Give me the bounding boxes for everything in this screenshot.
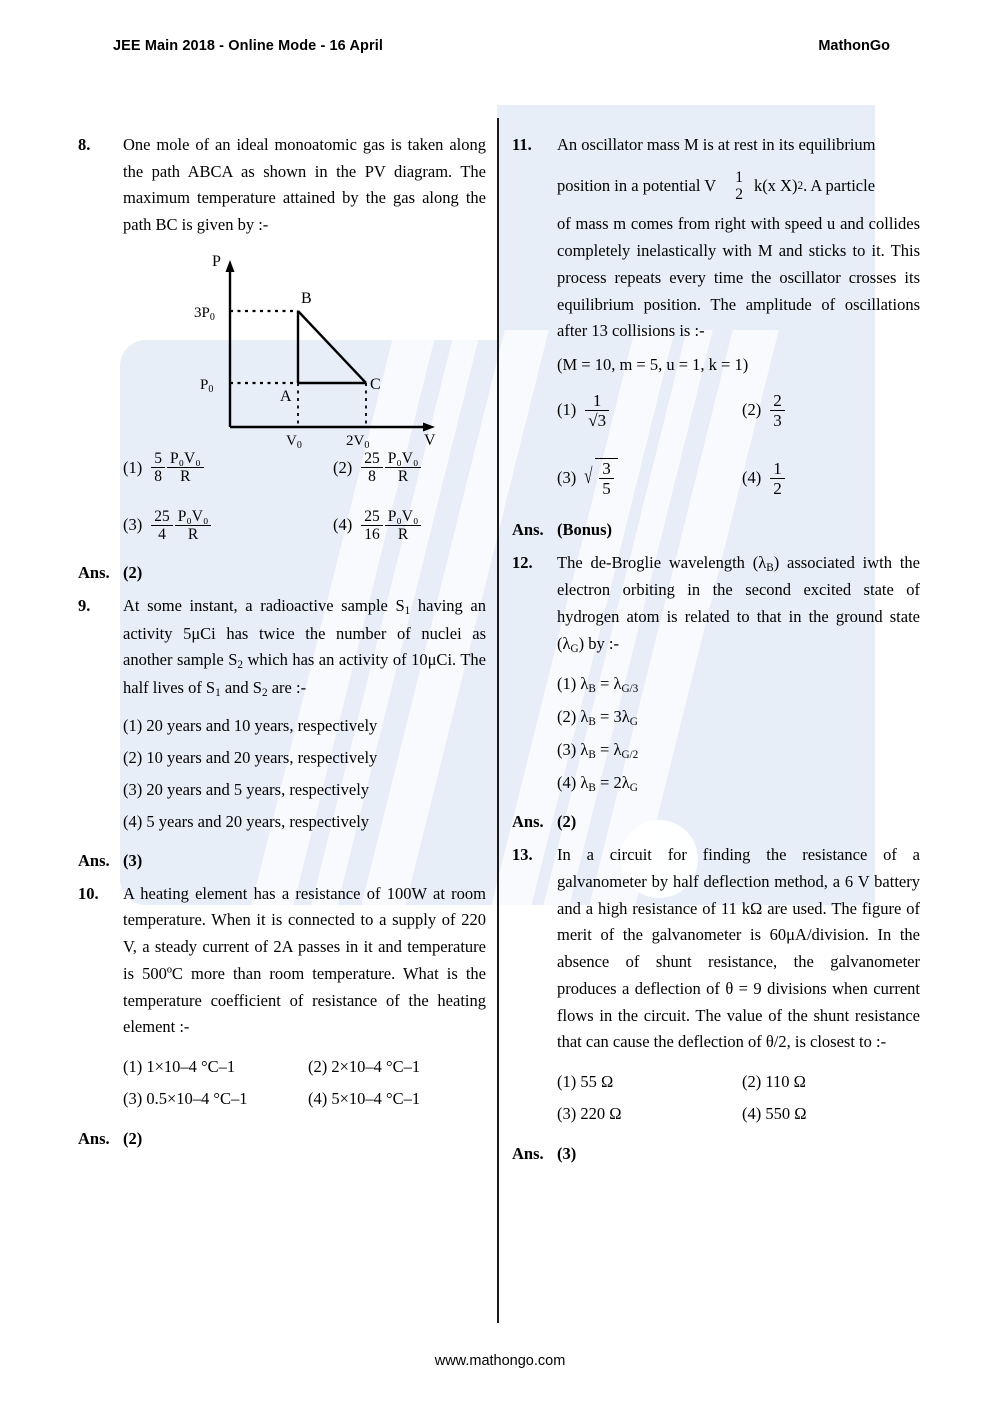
left-column bbox=[78, 132, 486, 1151]
option-item[interactable]: (4) 550 Ω bbox=[742, 1104, 807, 1124]
answer-value: (3) bbox=[123, 850, 143, 870]
option-item[interactable]: (4) $\lambda_B = 2\lambda_G$ bbox=[557, 773, 638, 795]
option-label: (1) bbox=[557, 674, 581, 694]
answer-label: Ans. bbox=[78, 563, 110, 583]
answer-label: Ans. bbox=[512, 812, 544, 832]
tick-2v0: $2V_0$ bbox=[346, 432, 370, 451]
point-c: C bbox=[370, 375, 381, 393]
option-item[interactable]: (3) 220 Ω bbox=[557, 1104, 622, 1124]
subscript: 1 bbox=[215, 686, 221, 699]
subscript: 2 bbox=[237, 659, 243, 672]
formula-suffix: k(x X) bbox=[753, 176, 798, 196]
question-12 bbox=[512, 550, 920, 832]
pv-diagram-figure bbox=[188, 249, 488, 451]
answer-row-q8 bbox=[78, 563, 486, 583]
potential-formula bbox=[557, 169, 920, 204]
option-item[interactable] bbox=[123, 508, 333, 544]
answer-row-q9 bbox=[78, 851, 486, 871]
text-fragment: are :- bbox=[267, 677, 307, 697]
option-label: (3) bbox=[557, 740, 581, 760]
option-item[interactable]: (1) 55 Ω bbox=[557, 1072, 614, 1092]
option-sqrt bbox=[584, 458, 618, 498]
subscript: 2 bbox=[261, 686, 268, 699]
answer-row-q10 bbox=[78, 1129, 486, 1149]
question-9 bbox=[78, 593, 486, 870]
point-a: A bbox=[280, 387, 292, 405]
options-q11 bbox=[557, 391, 920, 498]
option-fraction: $\frac{1}{2}$ bbox=[770, 459, 785, 498]
given-values: (M = 10, m = 5, u = 1, k = 1) bbox=[557, 355, 749, 375]
option-label: (3) bbox=[123, 515, 143, 535]
answer-value: (2) bbox=[557, 812, 577, 832]
question-text: In a circuit for finding the resistance of a galvanometer by half deflection method, a 6 V battery and a high resistance of 11 kΩ are used. The figure of merit of the galvanometer is 60μA/division. In the absence of shunt resistance, the galvanometer produces a deflection of θ = 9 divisions when current flows in the circuit. The value of the shunt resistance that can cause the deflection of θ/2, is closest to :- bbox=[557, 845, 920, 1052]
text-fragment: and S bbox=[220, 677, 262, 697]
option-item[interactable]: (3) 0.5×10–4 °C–1 bbox=[123, 1089, 248, 1109]
column-divider bbox=[497, 118, 499, 1323]
text-fragment: ) by :- bbox=[578, 633, 619, 653]
option-label: (4) bbox=[333, 515, 353, 535]
brand-label: MathonGo bbox=[818, 38, 890, 54]
option-fraction: $\frac{25}{4}$ bbox=[151, 508, 173, 544]
options-q10 bbox=[123, 1051, 486, 1115]
option-item[interactable]: (2) 110 Ω bbox=[742, 1072, 806, 1092]
question-8 bbox=[78, 132, 486, 583]
option-fraction: $\frac{1}{√3}$ bbox=[585, 391, 609, 430]
question-number: 12. bbox=[512, 553, 533, 573]
option-fraction: $\frac{25}{16}$ bbox=[361, 508, 383, 544]
option-item[interactable]: (3) 20 years and 5 years, respectively bbox=[123, 780, 370, 800]
formula-exponent: 2 bbox=[797, 180, 804, 193]
option-item[interactable]: (1) $\lambda_B = \lambda_{G/3}$ bbox=[557, 674, 639, 696]
option-label: (3) bbox=[557, 468, 577, 488]
option-fraction: $\frac{5}{8}$ bbox=[151, 450, 165, 486]
text-fragment: ) associated iwth the electron orbiting in the second excited state of hydrogen atom is related to that in the ground state (λ bbox=[557, 553, 921, 653]
text-fragment: which has an activity of 10μCi. The half lives of S bbox=[123, 650, 486, 697]
answer-row-q13 bbox=[512, 1144, 920, 1164]
question-number: 13. bbox=[512, 845, 533, 865]
point-b: B bbox=[301, 289, 312, 307]
answer-label: Ans. bbox=[512, 1144, 544, 1164]
option-fraction: √ $\frac{3}{5}$ bbox=[599, 459, 614, 498]
page-header bbox=[0, 38, 1000, 64]
tick-v0: $V_0$ bbox=[286, 432, 302, 451]
question-11 bbox=[512, 132, 920, 540]
option-label: (4) bbox=[742, 468, 762, 488]
option-label: (2) bbox=[742, 400, 762, 420]
question-text-line1: An oscillator mass M is at rest in its equilibrium bbox=[557, 135, 876, 154]
option-fraction: $\frac{2}{3}$ bbox=[770, 391, 785, 430]
pv-diagram-svg bbox=[188, 249, 488, 451]
options-q12 bbox=[557, 668, 920, 800]
option-item[interactable]: (1) 20 years and 10 years, respectively bbox=[123, 715, 378, 735]
option-item[interactable] bbox=[742, 391, 927, 430]
question-text bbox=[557, 550, 920, 658]
option-item[interactable]: (2) 2×10–4 °C–1 bbox=[308, 1056, 421, 1076]
axis-label-p: P bbox=[212, 252, 221, 270]
answer-label: Ans. bbox=[78, 850, 110, 870]
question-text-rest: of mass m comes from right with speed u and collides completely inelastically with M and sticks to it. This process repeats every time the oscillator crosses its equilibrium position. The amplitude of oscillations after 13 collisions is :- bbox=[557, 214, 920, 341]
answer-value: (2) bbox=[123, 563, 143, 583]
options-q9 bbox=[123, 710, 486, 839]
option-label: (1) bbox=[557, 400, 577, 420]
option-item[interactable]: (1) 1×10–4 °C–1 bbox=[123, 1056, 236, 1076]
tick-3p0: $3P_0$ bbox=[194, 304, 215, 323]
option-fraction-2: $\frac{\text{P₀V₀}}{R}$ bbox=[175, 508, 212, 544]
answer-row-q12 bbox=[512, 812, 920, 832]
question-text: A heating element has a resistance of 100W at room temperature. When it is connected to a supply of 220 V, a steady current of 2A passes in it and temperature is 500ºC more than room temperature. What is the temperature coefficient of resistance of the heating element :- bbox=[123, 883, 486, 1037]
question-number: 8. bbox=[78, 135, 91, 154]
option-item[interactable]: (4) 5×10–4 °C–1 bbox=[308, 1089, 421, 1109]
option-fraction-2: $\frac{\text{P₀V₀}}{R}$ bbox=[385, 450, 422, 486]
axis-label-v: V bbox=[424, 431, 436, 449]
formula-prefix: position in a potential V bbox=[557, 176, 717, 196]
option-item[interactable]: (2) $\lambda_B = 3\lambda_G$ bbox=[557, 707, 638, 729]
answer-value: (Bonus) bbox=[557, 520, 613, 540]
right-column bbox=[512, 132, 920, 1166]
formula-fraction: 1 2 bbox=[735, 168, 743, 204]
answer-label: Ans. bbox=[512, 520, 544, 540]
question-number: 11. bbox=[512, 135, 532, 154]
subscript: 1 bbox=[404, 605, 411, 618]
option-fraction: $\frac{25}{8}$ bbox=[361, 450, 383, 486]
exam-title: JEE Main 2018 - Online Mode - 16 April bbox=[113, 38, 383, 54]
question-number: 9. bbox=[78, 596, 91, 616]
option-fraction-2: $\frac{\text{P₀V₀}}{R}$ bbox=[167, 450, 204, 486]
text-fragment: The de-Broglie wavelength (λ bbox=[557, 553, 767, 573]
option-item[interactable] bbox=[557, 458, 742, 498]
option-item[interactable]: (4) 5 years and 20 years, respectively bbox=[123, 812, 370, 832]
question-text bbox=[123, 593, 486, 702]
option-label: (2) bbox=[333, 457, 353, 477]
option-label: (4) bbox=[557, 773, 581, 793]
option-item[interactable]: (2) 10 years and 20 years, respectively bbox=[123, 748, 378, 768]
options-q8 bbox=[123, 450, 486, 543]
option-label: (1) bbox=[123, 457, 143, 477]
footer-url: www.mathongo.com bbox=[434, 1353, 566, 1369]
subscript: B bbox=[766, 562, 774, 575]
question-10 bbox=[78, 881, 486, 1150]
tick-p0: $P_0$ bbox=[200, 376, 214, 395]
text-fragment: At some instant, a radioactive sample S bbox=[123, 596, 405, 616]
question-number: 10. bbox=[78, 883, 99, 903]
option-item[interactable]: (3) $\lambda_B = \lambda_{G/2}$ bbox=[557, 740, 639, 762]
option-label: (2) bbox=[557, 707, 581, 727]
text-fragment: having an activity 5μCi has twice the number of nuclei as another sample S bbox=[123, 596, 486, 670]
answer-value: (2) bbox=[123, 1129, 143, 1149]
option-item[interactable] bbox=[123, 450, 333, 486]
subscript: G bbox=[570, 643, 579, 656]
answer-value: (3) bbox=[557, 1144, 577, 1164]
option-item[interactable] bbox=[742, 458, 927, 498]
option-fraction-2: $\frac{\text{P₀V₀}}{R}$ bbox=[385, 508, 422, 544]
options-q13 bbox=[557, 1066, 920, 1130]
formula-tail: . A particle bbox=[803, 176, 876, 196]
answer-label: Ans. bbox=[78, 1129, 110, 1149]
option-item[interactable] bbox=[557, 391, 742, 430]
question-13 bbox=[512, 842, 920, 1164]
question-text: One mole of an ideal monoatomic gas is taken along the path ABCA as shown in the PV diagram. The maximum temperature attained by the gas along the path BC is given by :- bbox=[123, 135, 486, 235]
answer-row-q11 bbox=[512, 520, 920, 540]
